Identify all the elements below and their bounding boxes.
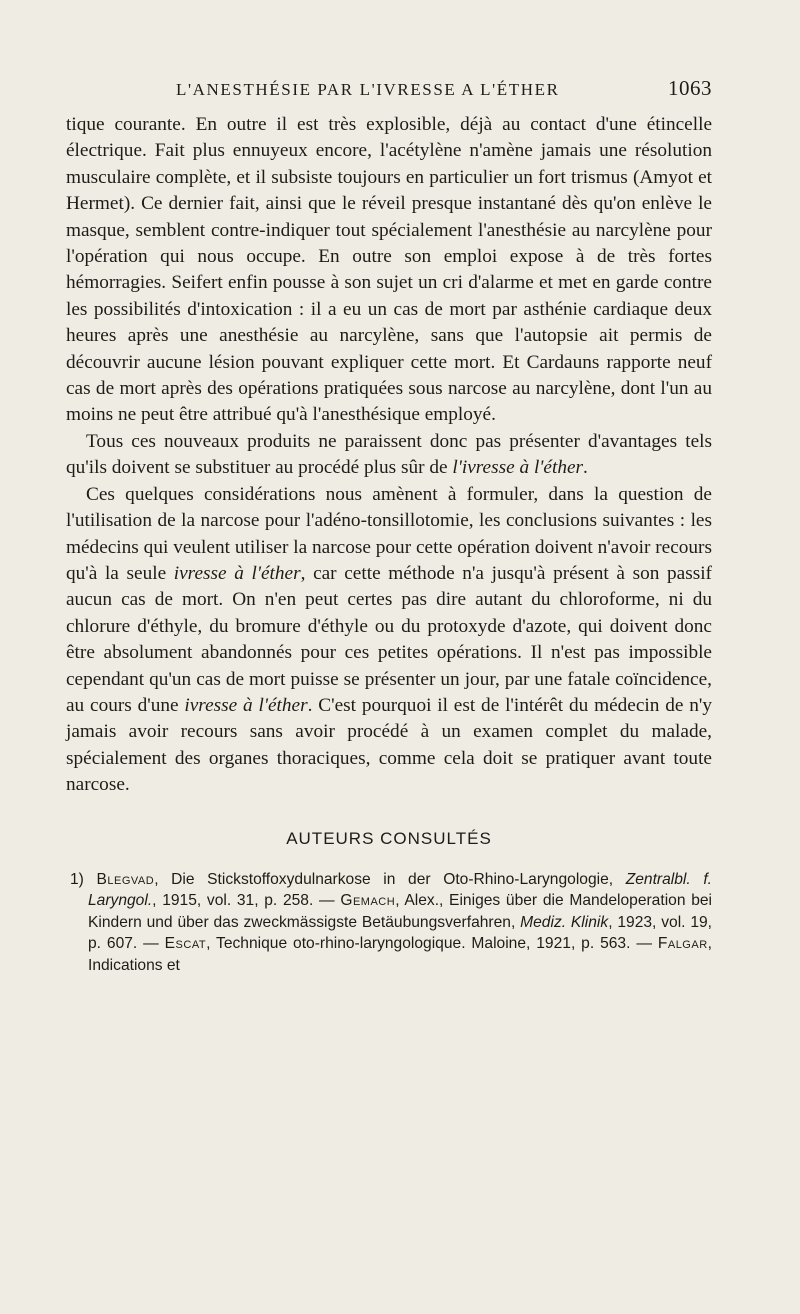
- text-segment: Ces quelques considérations nous amènent à formuler, dans la question de l'utilisation de la narcose pour l'adéno-tonsillotomie, les conclusions suivantes : les médecins qui veulent utiliser la narcose pour cette opération doivent n'avoir recours qu'à la seule: [66, 483, 712, 584]
- text-segment: 1): [70, 870, 97, 888]
- paragraph: [66, 429, 712, 482]
- author-name: Falgar: [657, 935, 708, 953]
- page-number: 1063: [668, 76, 712, 100]
- italic-text: ivresse à l'éther: [184, 694, 308, 716]
- paragraph: [66, 482, 712, 799]
- reference-entry: [66, 869, 712, 977]
- running-title: L'ANESTHÉSIE PAR L'IVRESSE A L'ÉTHER: [176, 80, 560, 99]
- text-segment: . C'est pourquoi il est de l'intérêt du médecin de n'y jamais avoir recours sans avoir procédé à un examen complet du malade, spécialement des organes thoraciques, comme cela doit se pratiquer avant toute narcose.: [66, 694, 712, 796]
- author-name: Escat: [164, 935, 207, 953]
- text-segment: , Die Stickstoffoxydulnarkose in der Oto-Rhino-Laryngologie,: [154, 870, 626, 888]
- running-head: [66, 76, 712, 108]
- book-page: [66, 76, 712, 977]
- text-segment: Tous ces nouveaux produits ne paraissent donc pas présenter d'avantages tels qu'ils doivent se substituer au procédé plus sûr de: [66, 430, 712, 479]
- italic-text: Mediz. Klinik: [520, 913, 609, 931]
- text-segment: , Indications et: [88, 935, 712, 974]
- references-title: AUTEURS CONSULTÉS: [286, 828, 492, 848]
- text-segment: .: [583, 457, 588, 479]
- italic-text: l'ivresse à l'éther: [452, 457, 584, 479]
- body-text: [66, 112, 712, 799]
- text-segment: , Technique oto-rhino-laryngologique. Maloine, 1921, p. 563. —: [206, 935, 658, 953]
- italic-text: Zentralbl. f. Laryngol.: [88, 870, 712, 910]
- text-segment: , 1915, vol. 31, p. 258. —: [152, 892, 341, 910]
- author-name: Blegvad: [96, 870, 155, 888]
- author-name: Gemach: [340, 892, 396, 910]
- italic-text: ivresse à l'éther: [173, 562, 301, 584]
- references-list: [66, 869, 712, 977]
- text-segment: , car cette méthode n'a jusqu'à présent à son passif aucun cas de mort. On n'en peut certes pas dire autant du chloroforme, ni du chlorure d'éthyle, du bromure d'éthyle ou du protoxyde d'azote, qui doivent donc être absolument abandonnés pour ces petites opérations. Il n'est pas impossible cependant qu'un cas de mort puisse se présenter un jour, par une fatale coïncidence, au cours d'une: [66, 562, 712, 716]
- text-segment: , Alex., Einiges über die Mandeloperation bei Kindern und über das zweckmässigste Betäubungsverfahren,: [88, 892, 713, 931]
- text-segment: tique courante. En outre il est très explosible, déjà au contact d'une étincelle électrique. Fait plus ennuyeux encore, l'acétylène n'amène jamais une résolution musculaire complète, et il subsiste toujours en particulier un fort trismus (Amyot et Hermet). Ce dernier fait, ainsi que le réveil presque instantané dès qu'on enlève le masque, semblent contre-indiquer tout spécialement l'anesthésie au narcylène pour l'opération qui nous occupe. En outre son emploi expose à de très fortes hémorragies. Seifert enfin pousse à son sujet un cri d'alarme et met en garde contre les possibilités d'intoxication : il a eu un cas de mort par asthénie cardiaque deux heures après une anesthésie au narcylène, sans que l'autopsie ait permis de découvrir aucune lésion pouvant expliquer cette mort. Et Cardauns rapporte neuf cas de mort après des opérations pratiquées sous narcose au narcylène, dont l'un au moins ne peut être attribué qu'à l'anesthésique employé.: [66, 114, 712, 426]
- paragraph: [66, 112, 712, 429]
- text-segment: , 1923, vol. 19, p. 607. —: [88, 913, 713, 953]
